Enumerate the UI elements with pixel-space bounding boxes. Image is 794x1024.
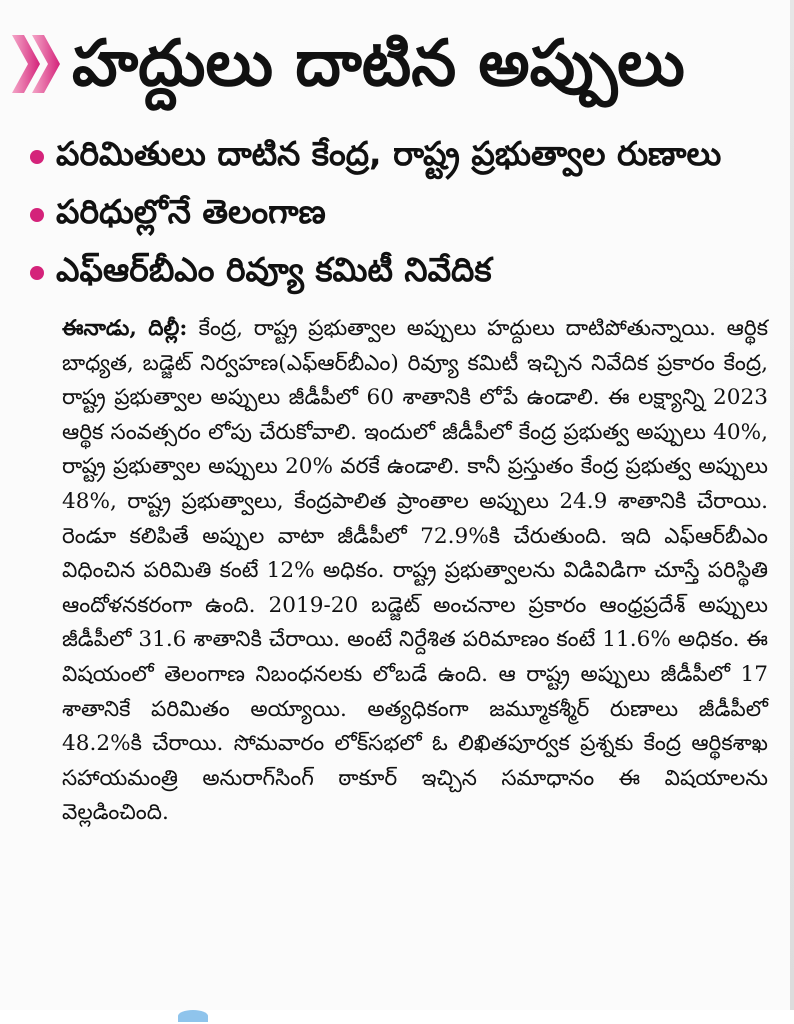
article-text: కేంద్ర, రాష్ట్ర ప్రభుత్వాల అప్పులు హద్దులు దాటిపోతున్నాయి. ఆర్థిక బాధ్యత, బడ్జెట్ నిర్వహణ(ఎఫ్‌ఆర్‌బీఎం) రివ్యూ కమిటీ ఇచ్చిన నివేదిక ప్రకారం కేంద్ర, రాష్ట్ర ప్రభుత్వాల అప్పులు జీడీపీలో 60 శాతానికి లోపే ఉండాలి. ఈ లక్ష్యాన్ని 2023 ఆర్థిక సంవత్సరం లోపు చేరుకోవాలి. ఇందులో జీడీపీలో కేంద్ర ప్రభుత్వ అప్పులు 40%, రాష్ట్ర ప్రభుత్వాల అప్పులు 20% వరకే ఉండాలి. కానీ ప్రస్తుతం కేంద్ర ప్రభుత్వ అప్పులు 48%, రాష్ట్ర ప్రభుత్వాలు, కేంద్రపాలిత ప్రాంతాల అప్పులు 24.9 శాతానికి చేరాయి. రెండూ కలిపితే అప్పుల వాటా జీడీపీలో 72.9%కి చేరుతుంది. ఇది ఎఫ్‌ఆర్‌బీఎం విధించిన పరిమితి కంటే 12% అధికం. రాష్ట్ర ప్రభుత్వాలను విడివిడిగా చూస్తే పరిస్థితి ఆందోళనకరంగా ఉంది. 2019-20 బడ్జెట్ అంచనాల ప్రకారం ఆంధ్రప్రదేశ్ అప్పులు జీడీపీలో 31.6 శాతానికి చేరాయి. అంటే నిర్దేశిత పరిమాణం కంటే 11.6% అధికం. ఈ విషయంలో తెలంగాణ నిబంధనలకు లోబడే ఉంది. ఆ రాష్ట్ర అప్పులు జీడీపీలో 17 శాతానికే పరిమితం అయ్యాయి. అత్యధికంగా జమ్మూకశ్మీర్ రుణాలు జీడీపీలో 48.2%కి చేరాయి. సోమవారం లోక్‌సభలో ఓ లిఖితపూర్వక ప్రశ్నకు కేంద్ర ఆర్థికశాఖ సహాయమంత్రి అనురాగ్‌సింగ్ ఠాకూర్ ఇచ్చిన సమాధానం ఈ విషయాలను వెల్లడించింది. bbox=[62, 316, 768, 826]
bullet-item bbox=[30, 186, 780, 244]
bottom-mark bbox=[178, 1010, 208, 1022]
bullet-text: పరిమితులు దాటిన కేంద్ర, రాష్ట్ర ప్రభుత్వాల రుణాలు bbox=[56, 133, 722, 173]
headline-row bbox=[10, 14, 780, 114]
bullet-text: ఎఫ్‌ఆర్‌బీఎం రివ్యూ కమిటీ నివేదిక bbox=[56, 249, 492, 289]
page-edge bbox=[790, 0, 794, 1024]
pink-dot-icon bbox=[30, 150, 44, 164]
bullet-item bbox=[30, 128, 780, 186]
pink-dot-icon bbox=[30, 266, 44, 280]
bottom-strip bbox=[0, 1010, 794, 1024]
bullet-list bbox=[30, 128, 780, 302]
article-dateline: ఈనాడు, దిల్లీ: bbox=[62, 316, 199, 341]
headline: హద్దులు దాటిన అప్పులు bbox=[72, 27, 685, 101]
article-body bbox=[62, 312, 768, 831]
double-chevron-icon bbox=[10, 29, 66, 99]
pink-dot-icon bbox=[30, 208, 44, 222]
bullet-text: పరిధుల్లోనే తెలంగాణ bbox=[56, 191, 326, 231]
bullet-item bbox=[30, 244, 780, 302]
